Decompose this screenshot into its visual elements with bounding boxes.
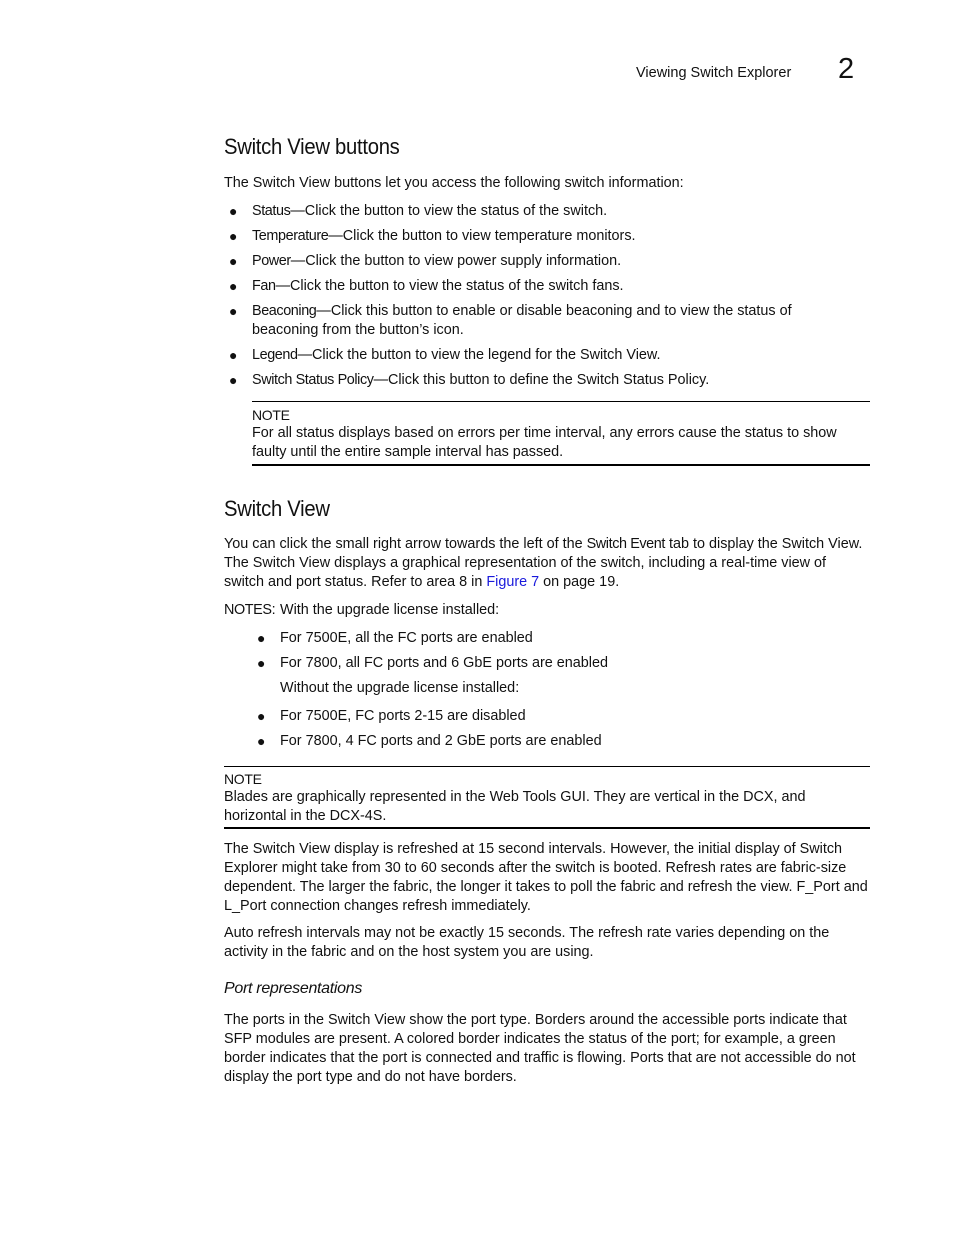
switch-view-paragraph-3: Auto refresh intervals may not be exactly 15 seconds. The refresh rate varies depending on the activity in the fabric and on the host system you are using. bbox=[224, 925, 830, 960]
bullet-icon: ● bbox=[257, 708, 266, 724]
running-header-title: Viewing Switch Explorer bbox=[636, 65, 792, 81]
note-text: For all status displays based on errors per time interval, any errors cause the status to show faulty until the entire sample interval has passed. bbox=[252, 425, 837, 460]
with-license-list bbox=[257, 629, 870, 673]
section-title-switch-view-buttons: Switch View buttons bbox=[224, 134, 400, 159]
chapter-number: 2 bbox=[838, 53, 855, 85]
bullet-icon: ● bbox=[229, 303, 238, 319]
list-item: ● Status—Click the button to view the status of the switch. bbox=[229, 203, 608, 219]
bullet-icon: ● bbox=[229, 347, 238, 363]
figure-7-link[interactable]: Figure 7 bbox=[486, 574, 540, 590]
note-text: Blades are graphically represented in the Web Tools GUI. They are vertical in the DCX, and horizontal in the DCX-4S. bbox=[224, 789, 806, 824]
note-box-status bbox=[252, 401, 870, 466]
notes-intro: With the upgrade license installed: bbox=[280, 602, 500, 618]
bullet-icon: ● bbox=[229, 372, 238, 388]
bullet-icon: ● bbox=[257, 630, 266, 646]
switch-view-paragraph-2: The Switch View display is refreshed at 15 second intervals. However, the initial display of Switch Explorer might take from 30 to 60 seconds after the switch is booted. Refresh rates are fabric-size dependent. The larger the fabric, the longer it takes to poll the fabric and refresh the view. F_Port and L_Port connection changes refresh immediately. bbox=[224, 841, 868, 914]
list-item: ● Fan—Click the button to view the status of the switch fans. bbox=[229, 278, 624, 294]
notes-label: NOTES: bbox=[224, 602, 276, 618]
list-item: ● Switch Status Policy—Click this button to define the Switch Status Policy. bbox=[229, 372, 710, 388]
note-label: NOTE bbox=[224, 771, 262, 787]
bullet-icon: ● bbox=[229, 253, 238, 269]
section-intro: The Switch View buttons let you access the following switch information: bbox=[224, 175, 684, 191]
list-item: ● For 7800, all FC ports and 6 GbE ports are enabled bbox=[257, 655, 608, 671]
without-license-list bbox=[257, 707, 870, 751]
list-item: ● Power—Click the button to view power supply information. bbox=[229, 253, 622, 269]
bullet-icon: ● bbox=[257, 733, 266, 749]
list-item: ● Temperature—Click the button to view temperature monitors. bbox=[229, 228, 636, 244]
list-item: ● For 7500E, FC ports 2-15 are disabled bbox=[257, 708, 526, 724]
note-label: NOTE bbox=[252, 407, 290, 423]
without-license-intro: Without the upgrade license installed: bbox=[280, 680, 520, 696]
bullet-icon: ● bbox=[229, 228, 238, 244]
bullet-icon: ● bbox=[229, 278, 238, 294]
section-title-switch-view: Switch View bbox=[224, 496, 330, 521]
note-box-blades bbox=[224, 766, 870, 829]
bullet-icon: ● bbox=[257, 655, 266, 671]
notes-block bbox=[224, 601, 500, 620]
subsection-title-port-representations: Port representations bbox=[224, 980, 363, 997]
switch-view-buttons-list bbox=[229, 202, 852, 390]
list-item: ● For 7500E, all the FC ports are enabled bbox=[257, 630, 533, 646]
list-item: ● Beaconing—Click this button to enable or disable beaconing and to view the status of beaconing from the button’s icon. bbox=[229, 303, 792, 338]
port-representations-paragraph: The ports in the Switch View show the port type. Borders around the accessible ports indicate that SFP modules are present. A colored border indicates the status of the port; for example, a green border indicates that the port is connected and traffic is flowing. Ports that are not accessible do not display the port type and do not have borders. bbox=[224, 1012, 856, 1085]
list-item: ● Legend—Click the button to view the legend for the Switch View. bbox=[229, 347, 661, 363]
switch-view-paragraph-1: You can click the small right arrow towards the left of the Switch Event tab to display the Switch View. The Switch View displays a graphical representation of the switch, including a real-time view of switch and port status. Refer to area 8 in Figure 7 on page 19. bbox=[224, 536, 863, 590]
bullet-icon: ● bbox=[229, 203, 238, 219]
list-item: ● For 7800, 4 FC ports and 2 GbE ports are enabled bbox=[257, 733, 602, 749]
